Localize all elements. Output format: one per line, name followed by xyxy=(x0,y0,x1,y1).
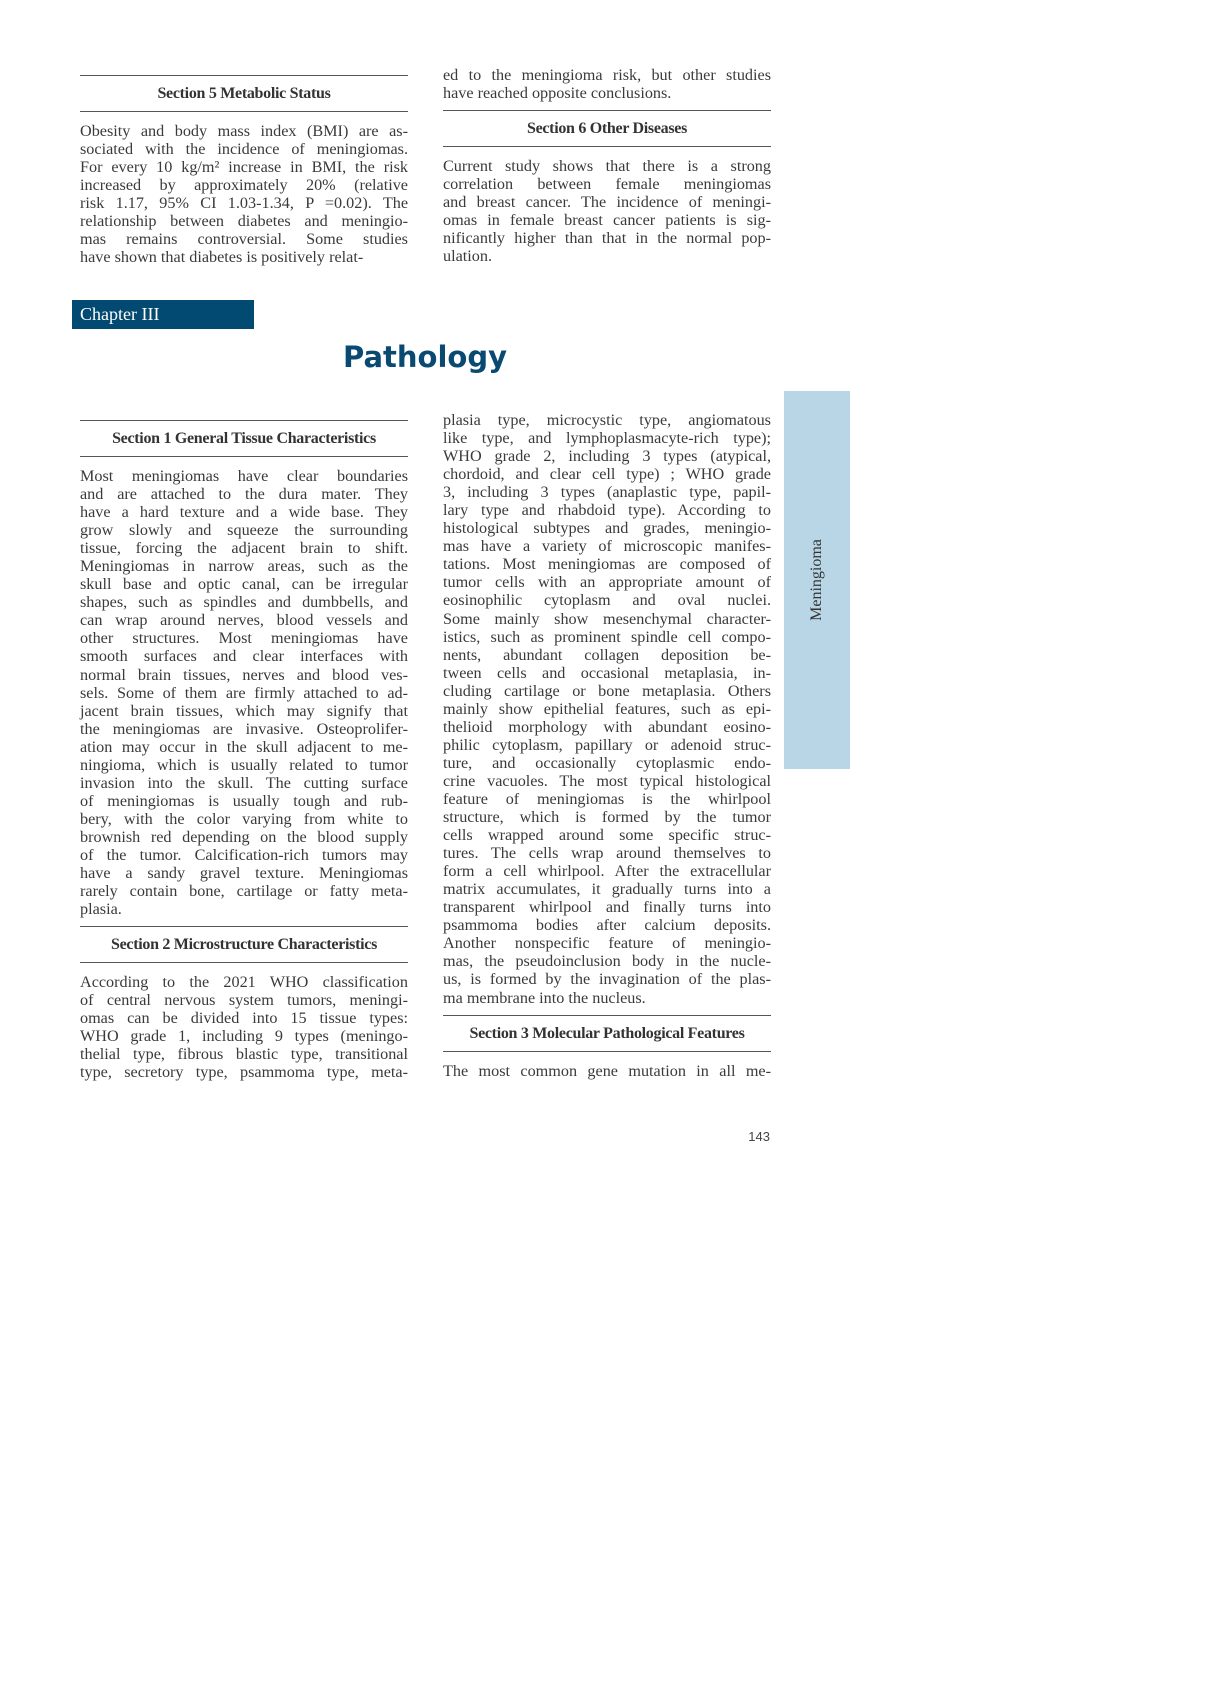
text-line: normal brain tissues, nerves and blood ves- xyxy=(80,665,408,684)
text-line: lary type and rhabdoid type). According to xyxy=(443,501,771,520)
text-line: can wrap around nerves, blood vessels and xyxy=(80,611,408,630)
text-line: have a hard texture and a wide base. They xyxy=(80,503,408,522)
text-line: grow slowly and squeeze the surrounding xyxy=(80,521,408,540)
text-line: increased by approximately 20% (relative xyxy=(80,176,408,195)
text-line: type, secretory type, psammoma type, meta- xyxy=(80,1063,408,1082)
text-line: correlation between female meningiomas xyxy=(443,175,771,194)
text-line: ma membrane into the nucleus. xyxy=(443,988,646,1007)
text-line: Current study shows that there is a strong xyxy=(443,157,771,176)
text-line: chordoid, and clear cell type) ; WHO grade xyxy=(443,465,771,484)
divider xyxy=(80,111,408,112)
side-tab xyxy=(784,391,850,769)
divider xyxy=(80,456,408,457)
text-line: histological subtypes and grades, meningio- xyxy=(443,519,771,538)
text-line: brownish red depending on the blood supply xyxy=(80,827,408,846)
text-line: feature of meningiomas is the whirlpool xyxy=(443,789,771,808)
text-line: Some mainly show mesenchymal character- xyxy=(443,609,771,628)
text-line: tations. Most meningiomas are composed of xyxy=(443,555,771,574)
text-line: smooth surfaces and clear interfaces with xyxy=(80,647,408,666)
text-line: plasia type, microcystic type, angiomatous xyxy=(443,411,771,429)
text-line: mas remains controversial. Some studies xyxy=(80,230,408,249)
text-line: 3, including 3 types (anaplastic type, papil- xyxy=(443,483,771,502)
text-line: For every 10 kg/m² increase in BMI, the risk xyxy=(80,158,408,177)
text-line: nents, abundant collagen deposition be- xyxy=(443,645,771,664)
text-line: ture, and occasionally cytoplasmic endo- xyxy=(443,753,771,772)
paragraph xyxy=(80,973,408,1081)
page-number: 143 xyxy=(748,1129,770,1144)
text-line: thelial type, fibrous blastic type, transitional xyxy=(80,1045,408,1064)
text-line: tumor cells with an appropriate amount of xyxy=(443,573,771,592)
text-line: skull base and optic canal, can be irregular xyxy=(80,575,408,594)
text-line: sels. Some of them are firmly attached to ad- xyxy=(80,683,408,702)
text-line: transparent whirlpool and finally turns into xyxy=(443,898,771,917)
text-line: and breast cancer. The incidence of meningi- xyxy=(443,193,771,212)
text-line: psammoma bodies after calcium deposits. xyxy=(443,916,771,935)
side-tab-label: Meningioma xyxy=(808,539,825,621)
paragraph xyxy=(443,1062,771,1080)
text-line: have reached opposite conclusions. xyxy=(443,84,672,103)
text-line: of the tumor. Calcification-rich tumors may xyxy=(80,845,408,864)
text-line: have shown that diabetes is positively relat- xyxy=(80,248,364,267)
text-line: omas in female breast cancer patients is sig- xyxy=(443,211,771,230)
text-line: sociated with the incidence of meningiomas. xyxy=(80,140,408,159)
paragraph xyxy=(443,157,771,265)
text-line: nificantly higher than that in the normal pop- xyxy=(443,229,771,248)
text-line: the meningiomas are invasive. Osteoprolifer- xyxy=(80,719,408,738)
paragraph xyxy=(80,122,408,266)
text-line: of central nervous system tumors, meningi- xyxy=(80,991,408,1010)
text-line: tissue, forcing the adjacent brain to shift. xyxy=(80,539,408,558)
text-line: Most meningiomas have clear boundaries xyxy=(80,467,408,485)
text-line: Another nonspecific feature of meningio- xyxy=(443,934,771,953)
text-line: Meningiomas in narrow areas, such as the xyxy=(80,557,408,576)
text-line: have a sandy gravel texture. Meningiomas xyxy=(80,864,408,883)
section-heading: Section 5 Metabolic Status xyxy=(157,85,331,102)
text-line: mainly show epithelial features, such as epi- xyxy=(443,699,771,718)
divider xyxy=(80,962,408,963)
section-heading: Section 3 Molecular Pathological Features xyxy=(469,1024,745,1042)
text-line: ulation. xyxy=(443,247,493,266)
paragraph xyxy=(443,66,771,102)
text-line: WHO grade 1, including 9 types (meningo- xyxy=(80,1027,408,1046)
text-line: WHO grade 2, including 3 types (atypical, xyxy=(443,447,771,466)
text-line: structure, which is formed by the tumor xyxy=(443,808,771,827)
text-line: mas, the pseudoinclusion body in the nucle- xyxy=(443,952,771,971)
text-line: philic cytoplasm, papillary or adenoid struc- xyxy=(443,735,771,754)
divider xyxy=(443,1051,771,1052)
text-line: ningioma, which is usually related to tumor xyxy=(80,755,408,774)
text-line: matrix accumulates, it gradually turns into a xyxy=(443,880,771,899)
section-heading: Section 2 Microstructure Characteristics xyxy=(111,936,377,954)
text-line: cluding cartilage or bone metaplasia. Others xyxy=(443,681,771,700)
section-5 xyxy=(80,75,408,266)
section-2-continued xyxy=(443,411,771,1080)
section-heading: Section 6 Other Diseases xyxy=(526,120,688,138)
paragraph xyxy=(80,467,408,918)
text-line: mas have a variety of microscopic manifes- xyxy=(443,537,771,556)
text-line: tween cells and occasional metaplasia, in- xyxy=(443,663,771,682)
text-line: cells wrapped around some specific struc- xyxy=(443,826,771,845)
text-line: According to the 2021 WHO classification xyxy=(80,973,408,992)
paragraph xyxy=(443,411,771,1007)
text-line: crine vacuoles. The most typical histological xyxy=(443,771,771,790)
text-line: thelioid morphology with abundant eosino- xyxy=(443,717,771,736)
section-1 xyxy=(80,420,408,1081)
text-line: us, is formed by the invagination of the plas- xyxy=(443,970,771,989)
section-6 xyxy=(443,66,771,265)
text-line: of meningiomas is usually tough and rub- xyxy=(80,791,408,810)
text-line: The most common gene mutation in all me- xyxy=(443,1061,771,1080)
text-line: eosinophilic cytoplasm and oval nuclei. xyxy=(443,591,771,610)
text-line: bery, with the color varying from white to xyxy=(80,809,408,828)
text-line: risk 1.17, 95% CI 1.03-1.34, P =0.02). The xyxy=(80,194,408,213)
chapter-label: Chapter III xyxy=(72,300,254,329)
text-line: form a cell whirlpool. After the extracellular xyxy=(443,862,771,881)
text-line: rarely contain bone, cartilage or fatty meta- xyxy=(80,882,408,901)
section-heading: Section 1 General Tissue Characteristics xyxy=(112,430,376,447)
text-line: and are attached to the dura mater. They xyxy=(80,485,408,504)
text-line: invasion into the skull. The cutting surface xyxy=(80,773,408,792)
text-line: shapes, such as spindles and dumbbells, and xyxy=(80,593,408,612)
text-line: Obesity and body mass index (BMI) are as- xyxy=(80,122,408,140)
text-line: like type, and lymphoplasmacyte-rich type); xyxy=(443,429,771,448)
text-line: jacent brain tissues, which may signify that xyxy=(80,701,408,720)
text-line: relationship between diabetes and meningio- xyxy=(80,212,408,231)
chapter-title: Pathology xyxy=(342,340,507,374)
text-line: plasia. xyxy=(80,900,122,919)
text-line: ed to the meningioma risk, but other studies xyxy=(443,66,771,84)
text-line: omas can be divided into 15 tissue types: xyxy=(80,1009,408,1028)
text-line: ation may occur in the skull adjacent to me- xyxy=(80,737,408,756)
text-line: tures. The cells wrap around themselves to xyxy=(443,844,771,863)
text-line: other structures. Most meningiomas have xyxy=(80,629,408,648)
divider xyxy=(443,146,771,147)
text-line: istics, such as prominent spindle cell compo- xyxy=(443,627,771,646)
